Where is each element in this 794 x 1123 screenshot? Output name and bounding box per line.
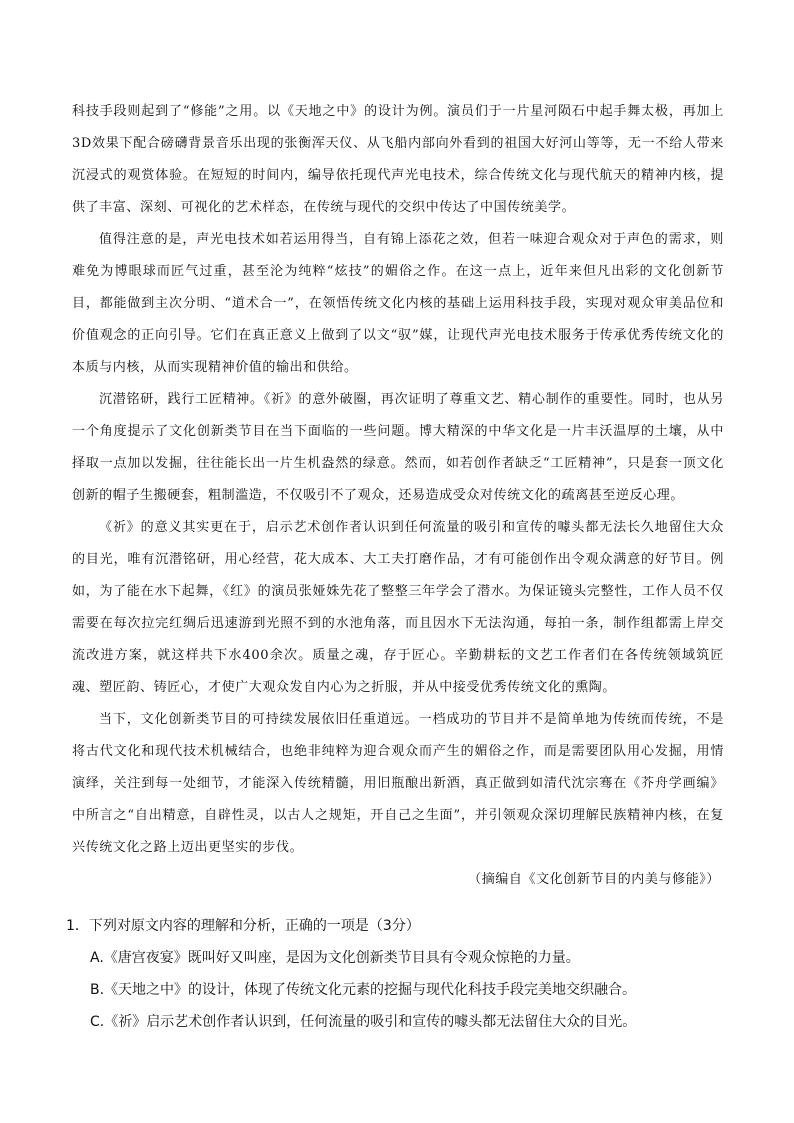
question-block [66,910,730,1038]
question-option-a: A.《唐宫夜宴》既叫好又叫座，是因为文化创新类节目具有令观众惊艳的力量。 [90,950,580,966]
article-source: （摘编自《文化创新节目的内美与修能》） [468,872,720,887]
question-stem: 1．下列对原文内容的理解和分析，正确的一项是（3分） [66,918,420,934]
article-body [72,96,724,896]
question-option-c: C.《祈》启示艺术创作者认识到，任何流量的吸引和宣传的噱头都无法留住大众的目光。 [90,1014,637,1030]
article-paragraph-2: 值得注意的是，声光电技术如若运用得当，自有锦上添花之效，但若一味迎合观众对于声色的需求，则难免为博眼球而匠气过重，甚至沦为纯粹“炫技”的媚俗之作。在这一点上，近年来但凡出彩的文化创新节目，都能做到主次分明、“道术合一”，在领悟传统文化内核的基础上运用科技手段，实现对观众审美品位和价值观念的正向引导。它们在真正意义上做到了以文“驭”媒，让现代声光电技术服务于传承优秀传统文化的本质与内核，从而实现精神价值的输出和供给。 [72,232,724,375]
article-paragraph-5: 当下，文化创新类节目的可持续发展依旧任重道远。一档成功的节目并不是简单地为传统而传统，不是将古代文化和现代技术机械结合，也绝非纯粹为迎合观众而产生的媚俗之作，而是需要团队用心发掘，用情演绎，关注到每一处细节，才能深入传统精髓，用旧瓶酿出新酒，真正做到如清代沈宗骞在《芥舟学画编》中所言之“自出精意，自辟性灵，以古人之规矩，开自己之生面”，并引领观众深切理解民族精神内核，在复兴传统文化之路上迈出更坚实的步伐。 [72,712,724,855]
question-option-b: B.《天地之中》的设计，体现了传统文化元素的挖掘与现代化科技手段完美地交织融合。 [90,982,637,998]
article-paragraph-1: 科技手段则起到了“修能”之用。以《天地之中》的设计为例。演员们于一片星河陨石中起手舞太极，再加上3D效果下配合磅礴背景音乐出现的张衡浑天仪、从飞船内部向外看到的祖国大好河山等等，无一不给人带来沉浸式的观赏体验。在短短的时间内，编导依托现代声光电技术，综合传统文化与现代航天的精神内核，提供了丰富、深刻、可视化的艺术样态，在传统与现代的交织中传达了中国传统美学。 [72,104,724,215]
article-paragraph-3: 沉潜铭研，践行工匠精神。《祈》的意外破圈，再次证明了尊重文艺、精心制作的重要性。同时，也从另一个角度提示了文化创新类节目在当下面临的一些问题。博大精深的中华文化是一片丰沃温厚的土壤，从中择取一点加以发掘，往往能长出一片生机盎然的绿意。然而，如若创作者缺乏“工匠精神”，只是套一顶文化创新的帽子生搬硬套，粗制滥造，不仅吸引不了观众，还易造成受众对传统文化的疏离甚至逆反心理。 [72,392,724,503]
article-paragraph-4: 《祈》的意义其实更在于，启示艺术创作者认识到任何流量的吸引和宣传的噱头都无法长久地留住大众的目光，唯有沉潜铭研，用心经营，花大成本、大工夫打磨作品，才有可能创作出令观众满意的好节目。例如，为了能在水下起舞，《红》的演员张娅姝先花了整整三年学会了潜水。为保证镜头完整性，工作人员不仅需要在每次拉完红绸后迅速游到光照不到的水池角落，而且因水下无法沟通，每拍一条，制作组都需上岸交流改进方案，就这样共下水400余次。质量之魂，存于匠心。辛勤耕耘的文艺工作者们在各传统领域筑匠魂、塑匠韵、铸匠心，才使广大观众发自内心为之折服，并从中接受优秀传统文化的熏陶。 [72,520,724,695]
